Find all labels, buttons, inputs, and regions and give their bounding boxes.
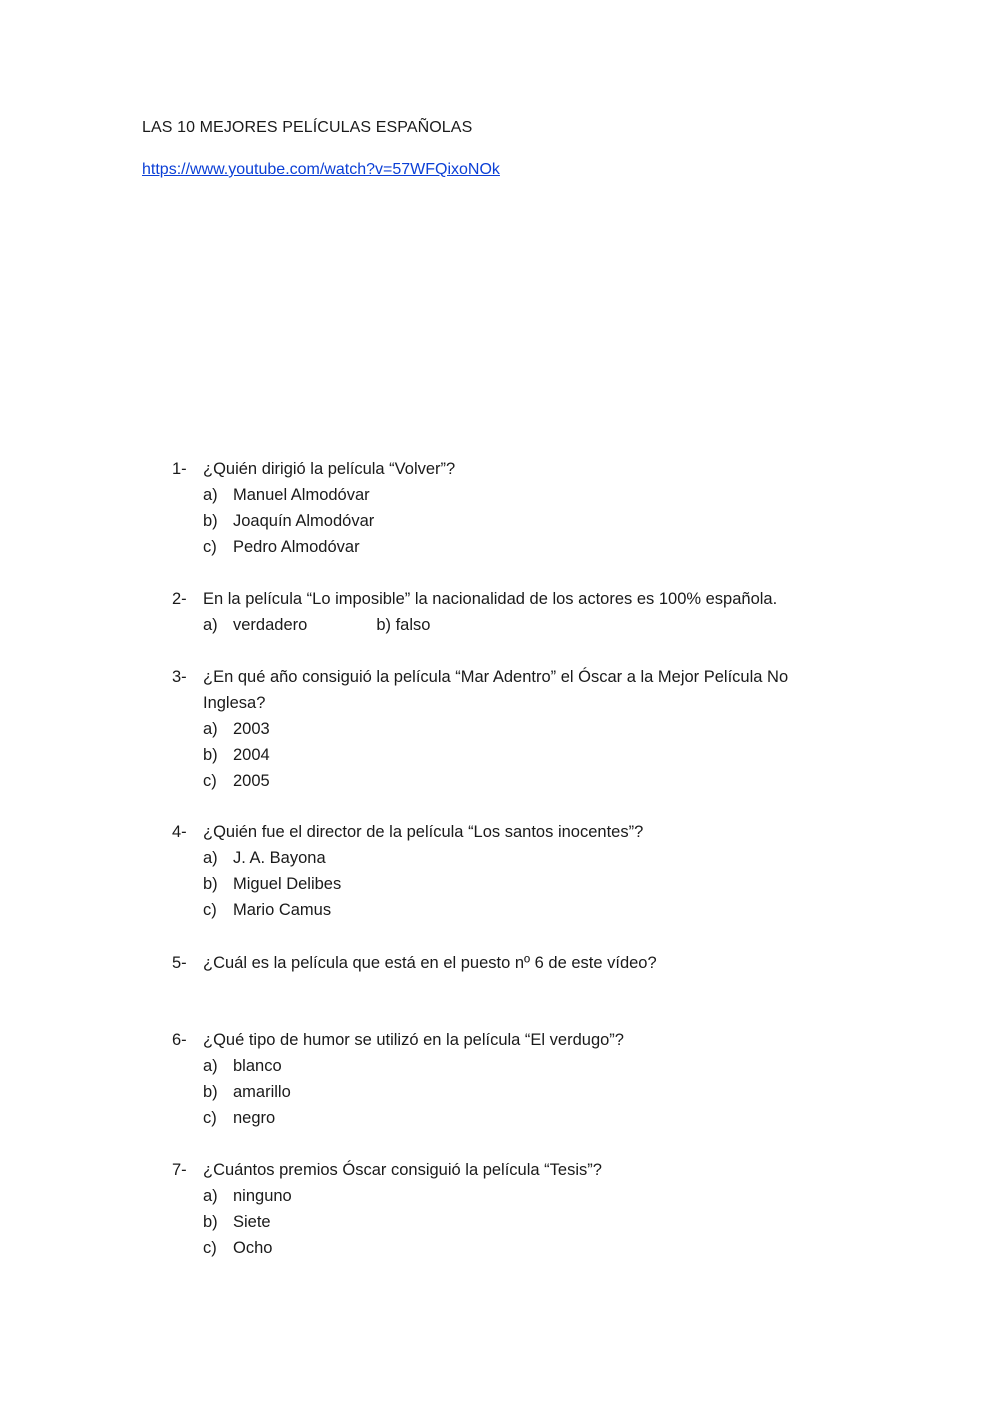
option-c[interactable] — [172, 897, 822, 923]
question-6 — [172, 1027, 822, 1131]
question-3 — [172, 664, 822, 794]
option-text: negro — [233, 1109, 276, 1127]
option-letter: a) — [203, 486, 218, 504]
question-text: ¿Quién dirigió la película “Volver”? — [203, 460, 456, 478]
option-a[interactable] — [172, 845, 822, 871]
option-b[interactable] — [172, 1079, 822, 1105]
option-letter: c) — [203, 1109, 217, 1127]
option-letter: b) — [203, 1213, 218, 1231]
option-text: Miguel Delibes — [233, 875, 342, 893]
option-text: Joaquín Almodóvar — [233, 512, 375, 530]
option-letter: a) — [203, 616, 218, 634]
question-text: ¿Qué tipo de humor se utilizó en la película “El verdugo”? — [203, 1031, 624, 1049]
option-row — [172, 612, 822, 638]
option-letter: b) — [203, 512, 218, 530]
question-number: 5- — [172, 954, 187, 972]
video-link[interactable]: https://www.youtube.com/watch?v=57WFQixoNOk — [142, 161, 500, 178]
option-b[interactable] — [172, 508, 822, 534]
option-a[interactable] — [172, 482, 822, 508]
option-text: amarillo — [233, 1083, 291, 1101]
page-title: LAS 10 MEJORES PELÍCULAS ESPAÑOLAS — [142, 119, 473, 136]
question-text: ¿Cuántos premios Óscar consiguió la película “Tesis”? — [203, 1161, 602, 1179]
option-letter: c) — [203, 538, 217, 556]
option-text: Siete — [233, 1213, 271, 1231]
option-letter: a) — [203, 849, 218, 867]
question-number: 1- — [172, 460, 187, 478]
option-b[interactable] — [172, 742, 822, 768]
option-text: 2005 — [233, 772, 270, 790]
option-a[interactable] — [172, 1183, 822, 1209]
question-number: 4- — [172, 823, 187, 841]
option-text: ninguno — [233, 1187, 292, 1205]
question-text: ¿Quién fue el director de la película “Los santos inocentes”? — [203, 823, 644, 841]
question-number: 3- — [172, 668, 187, 686]
option-text: J. A. Bayona — [233, 849, 326, 867]
question-text: En la película “Lo imposible” la nacionalidad de los actores es 100% española. — [203, 590, 778, 608]
option-text: Manuel Almodóvar — [233, 486, 370, 504]
option-text: blanco — [233, 1057, 282, 1075]
option-a[interactable] — [172, 1053, 822, 1079]
option-a[interactable] — [172, 716, 822, 742]
question-5 — [172, 950, 822, 976]
option-letter: b) — [203, 1083, 218, 1101]
question-number: 7- — [172, 1161, 187, 1179]
question-1 — [172, 456, 822, 560]
option-letter: a) — [203, 720, 218, 738]
option-c[interactable] — [172, 768, 822, 794]
option-text: 2004 — [233, 746, 270, 764]
option-text: Ocho — [233, 1239, 273, 1257]
question-2 — [172, 586, 822, 638]
option-b[interactable] — [172, 1209, 822, 1235]
option-b-text[interactable]: b) falso — [376, 616, 431, 634]
question-number: 6- — [172, 1031, 187, 1049]
option-c[interactable] — [172, 1235, 822, 1261]
option-c[interactable] — [172, 1105, 822, 1131]
option-text: Mario Camus — [233, 901, 332, 919]
option-a-text[interactable]: verdadero — [233, 616, 308, 634]
question-text: ¿En qué año consiguió la película “Mar Adentro” el Óscar a la Mejor Película No Inglesa? — [203, 668, 789, 712]
question-number: 2- — [172, 590, 187, 608]
option-letter: c) — [203, 901, 217, 919]
question-text: ¿Cuál es la película que está en el puesto nº 6 de este vídeo? — [203, 954, 657, 972]
option-letter: b) — [203, 875, 218, 893]
option-text: Pedro Almodóvar — [233, 538, 360, 556]
option-letter: a) — [203, 1187, 218, 1205]
option-letter: c) — [203, 1239, 217, 1257]
option-text: 2003 — [233, 720, 270, 738]
option-c[interactable] — [172, 534, 822, 560]
option-letter: a) — [203, 1057, 218, 1075]
question-4 — [172, 819, 822, 923]
option-letter: b) — [203, 746, 218, 764]
option-letter: c) — [203, 772, 217, 790]
question-7 — [172, 1157, 822, 1261]
option-b[interactable] — [172, 871, 822, 897]
